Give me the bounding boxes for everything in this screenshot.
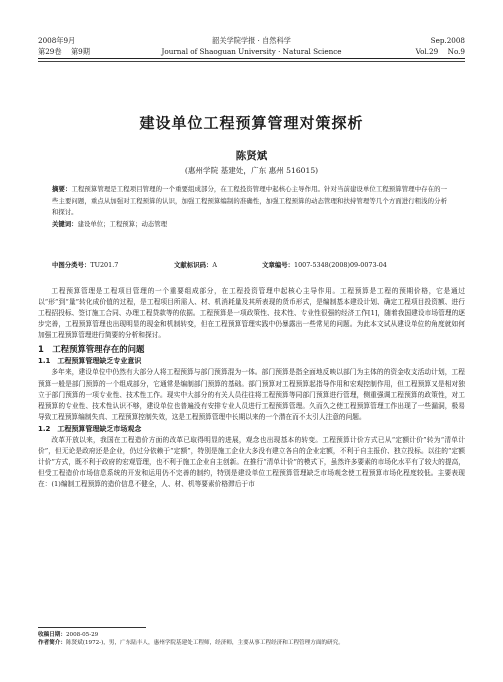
clc-label: 中图分类号：: [52, 261, 91, 269]
section-1-1-paragraph: 多年来，建设单位中仍然有大部分人将工程预算与部门预算混为一体。部门预算是指全面地反映以部门为主体的的资金收支活动计划，工程预算一般是部门预算的一个组成部分，它通常是编制部门预算的基础。部门预算对工程预算起指导作用和宏观控制作用，但工程预算又是相对独立于部门预算的一项专业性、技术性工作。现实中大部分的有关人员往往将工程预算等同部门预算进行管理，侧重强调工程预算的政策性，对工程预算的专业性、技术性认识不够，建设单位也普遍没有安排专业人员进行工程预算管理。久而久之使工程预算管理工作出现了一些漏洞，极易导致工程预算编制失真、工程预算控制失效，这是工程预算管理中长期以来的一个潜在而不太引人注意的问题。: [38, 368, 465, 421]
doc-code-label: 文献标识码：: [174, 261, 213, 269]
header-volume-en: Vol.29 No.9: [415, 47, 465, 56]
header-date-cn: 2008年9月: [38, 36, 76, 45]
header-volume-cn: 第29卷 第9期: [38, 47, 90, 56]
doc-code-value: A: [212, 261, 218, 269]
header-rule-thick: [38, 58, 465, 59]
header-journal-en: Journal of Shaoguan University · Natural Science: [161, 47, 342, 56]
received-label: 收稿日期：: [38, 632, 66, 638]
clc-value: TU201.7: [90, 261, 119, 269]
doc-code-group: [174, 261, 260, 270]
article-author: 陈贤斌: [235, 150, 268, 162]
classification-line: [52, 261, 447, 270]
author-bio-text: 陈贤斌(1972-)，男，广东陆丰人，惠州学院基建处工程师，经济师，主要从事工程经济和工程管理方面的研究。: [65, 640, 344, 647]
header-rule-thin: [38, 61, 465, 62]
keywords: [52, 219, 447, 231]
keywords-text: 建设单位；工程预算；动态管理: [77, 219, 168, 228]
section-1-2-paragraph: 改革开放以来，我国在工程造价方面的改革已取得明显的进展，观念也出现基本的转变。工程预算计价方式已从“定额计价”转为“清单计价”，但无论是政府还是企业，仍过分依赖于“定额”，特别是施工企业大多没有建立各自的企业定额，不利于自主报价、独立投标。以往的“定额计价”方式，既不利于政府的宏观管理，也不利于施工企业自主创新。在推行“清单计价”的模式下，虽然许多要素的市场化水平有了较大的提高，但受工程造价市场信息系统的开发和运用仍不完善的制约，特别是建设单位工程预算管理缺乏市场观念使工程预算市场化程度较低。主要表现在：(1)编制工程预算的造价信息不健全，人、材、机等要素价格滞后于市: [38, 435, 465, 489]
keywords-label: 关键词：: [52, 219, 78, 228]
received-value: 2008-05-29: [65, 632, 99, 638]
author-bio-label: 作者简介：: [38, 640, 66, 647]
article-title: 建设单位工程预算管理对策探析: [139, 114, 364, 132]
article-body: [38, 286, 465, 490]
header-journal-cn: 韶关学院学报 · 自然科学: [212, 36, 291, 45]
section-1-2-heading: 1.2 工程预算管理缺乏市场观念: [38, 424, 142, 433]
clc-group: [52, 261, 172, 270]
received-date: [38, 631, 465, 639]
abstract-label: 摘要：: [52, 185, 72, 193]
abstract: [52, 184, 447, 219]
abstract-block: [52, 184, 447, 230]
footnote: [38, 631, 465, 647]
section-1-1-heading: 1.1 工程预算管理缺乏专业意识: [38, 357, 142, 366]
article-no-group: [262, 261, 387, 270]
abstract-text: 工程预算管理是工程项目管理的一个重要组成部分，在工程投资管理中起核心主导作用。针对当前建设单位工程预算管理中存在的一些主要问题，重点从加强对工程预算的认识，加强工程预算编制的准确性，加强工程预算的动态管理和扶持管理等几个方面进行粗浅的分析和探讨。: [52, 185, 448, 217]
article-no-value: 1007-5348(2008)09-0073-04: [294, 261, 387, 269]
running-header-bottom: [38, 47, 465, 57]
running-header-top: [38, 36, 465, 46]
header-date-en: Sep.2008: [430, 36, 465, 45]
intro-paragraph: 工程预算管理是工程项目管理的一个重要组成部分，在工程投资管理中起核心主导作用。工程预算是工程的预期价格，它是通过以“形”到“量”转化成价值的过程，是工程项目所需人、材、机消耗量及其所表现的货币形式，是编制基本建设计划、确定工程项目投资额、进行工程招投标、签订施工合同、办理工程贷款等的依据。工程预算是一项政策性、技术性、专业性很强的经济工作[1]，随着我国建设市场管理的逐步完善，工程预算管理也出现明显的现金和机制转变，但在工程预算管理实践中仍暴露出一些常见的问题。为此本文试从建设单位的角度就如何加强工程预算管理进行简要的分析和探讨。: [38, 287, 465, 340]
footnote-rule: [38, 627, 146, 628]
article-affiliation: (惠州学院 基建处，广东 惠州 516015): [184, 166, 319, 175]
article-no-label: 文章编号：: [262, 261, 295, 269]
section-1-heading: 1 工程预算管理存在的问题: [38, 344, 145, 355]
author-bio: [38, 639, 465, 647]
